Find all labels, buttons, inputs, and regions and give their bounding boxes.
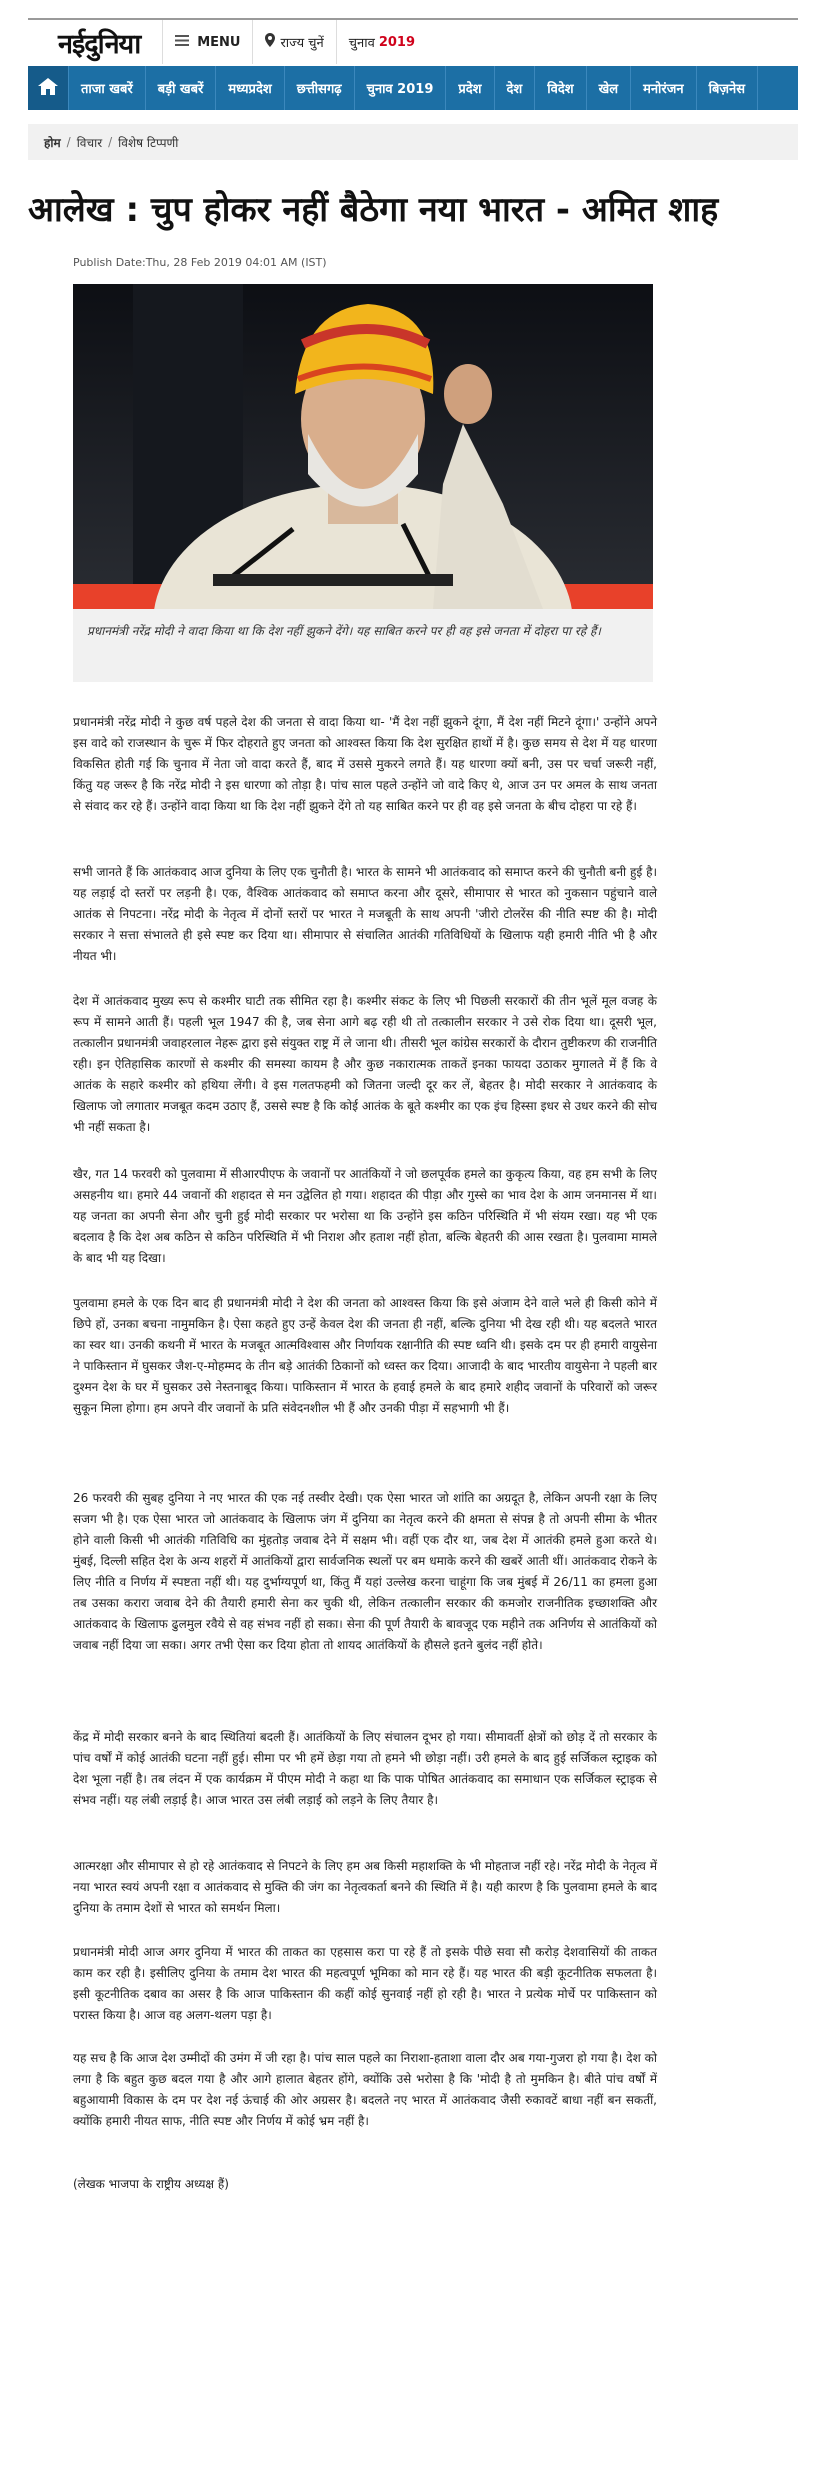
home-icon	[38, 78, 58, 99]
article-paragraph: 26 फरवरी की सुबह दुनिया ने नए भारत की एक नई तस्वीर देखी। एक ऐसा भारत जो शांति का अग्रदूत है, लेकिन अपनी रक्षा के लिए सजग भी है। एक ऐसा भारत जो आतंकवाद के खिलाफ जंग में दुनिया का नेतृत्व करने की क्षमता से संपन्न है तो अपनी सीमा के भीतर होने वाली किसी भी आतंकी गतिविधि का मुंहतोड़ जवाब देने में सक्षम भी। वहीं एक दौर था, जब देश में आतंकी हमले हुआ करते थे। मुंबई, दिल्ली सहित देश के अन्य शहरों में आतंकियों द्वारा सार्वजनिक स्थलों पर बम धमाके करने की खबरें आती थीं। आतंकवाद रोकने के लिए नीति व निर्णय में स्पष्टता नहीं थी। यह दुर्भाग्यपूर्ण था, किंतु मैं यहां उल्लेख करना चाहूंगा कि जब मुंबई में 26/11 का हमला हुआ तब उसका करारा जवाब देने की तैयारी हमारी सेना कर चुकी थी, लेकिन तत्कालीन सरकार की कमजोर राजनीतिक इच्छाशक्ति और आतंकवाद के खिलाफ ढुलमुल रवैये से वह संभव नहीं हो सका। सेना की पूर्ण तैयारी के बावजूद एक महीने तक अनिर्णय से आतंकियों को जवाब नहीं दिया जा सका। अगर तभी ऐसा कर दिया होता तो शायद आतंकियों के हौसले इतने बुलंद नहीं होते।	[73, 1491, 657, 1652]
state-select-label: राज्य चुनें	[280, 36, 324, 51]
nav-item-chhattisgarh[interactable]: छत्तीसगढ़	[285, 66, 355, 110]
state-select-button[interactable]	[253, 20, 335, 64]
menu-label: MENU	[197, 34, 241, 50]
nav-item-world[interactable]: विदेश	[535, 66, 586, 110]
hamburger-icon	[175, 35, 189, 50]
article-paragraph: देश में आतंकवाद मुख्य रूप से कश्मीर घाटी तक सीमित रहा है। कश्मीर संकट के लिए भी पिछली सरकारों की तीन भूलें मूल वजह के रूप में सामने आती हैं। पहली भूल 1947 की है, जब सेना आगे बढ़ रही थी तो तत्कालीन सरकार ने उसे रोक दिया था। दूसरी भूल, तत्कालीन प्रधानमंत्री जवाहरलाल नेहरू द्वारा इसे संयुक्त राष्ट्र में ले जाना थी। तीसरी भूल कांग्रेस सरकारों के दौरान तुष्टीकरण की राजनीति रही। इन ऐतिहासिक कारणों से कश्मीर की समस्या कायम है और कुछ नकारात्मक ताकतें इनका फायदा उठाकर मुगालते में हैं कि वे आतंक के सहारे कश्मीर को हथिया लेंगी। वे इस गलतफहमी को जितना जल्दी दूर कर लें, बेहतर है। मोदी सरकार ने आतंकवाद के खिलाफ जो लगातार मजबूत कदम उठाए हैं, उससे स्पष्ट है कि कोई आतंक के बूते कश्मीर का एक इंच हिस्सा इधर से उधर करने की सोच भी नहीं सकता है।	[73, 994, 657, 1134]
site-logo[interactable]: नईदुनिया	[58, 28, 141, 60]
site-header	[28, 20, 798, 64]
home-button[interactable]	[28, 66, 69, 110]
article-paragraph: सभी जानते हैं कि आतंकवाद आज दुनिया के लिए एक चुनौती है। भारत के सामने भी आतंकवाद को समाप्त करने की चुनौती बनी हुई है। यह लड़ाई दो स्तरों पर लड़नी है। एक, वैश्विक आतंकवाद को समाप्त करना और दूसरे, सीमापार से भारत को नुकसान पहुंचाने वाले आतंक से निपटना। नरेंद्र मोदी के नेतृत्व में दोनों स्तरों पर भारत ने मजबूती के साथ अपनी 'जीरो टोलरेंस की नीति स्पष्ट की है। मोदी सरकार ने सत्ता संभालते ही इसे स्पष्ट कर दिया था। सीमापार से संचालित आतंकी गतिविधियों के खिलाफ यही हमारी नीति भी है और नीयत भी।	[73, 865, 657, 963]
article-paragraph: खैर, गत 14 फरवरी को पुलवामा में सीआरपीएफ के जवानों पर आतंकियों ने जो छलपूर्वक हमले का कुकृत्य किया, वह हम सभी के लिए असहनीय था। हमारे 44 जवानों की शहादत से मन उद्वेलित हो गया। शहादत की पीड़ा और गुस्से का भाव देश के आम जनमानस में था। यह जनता का अपनी सेना और चुनी हुई मोदी सरकार पर भरोसा था कि उन्होंने इस कठिन परिस्थिति में भी संयम रखा। यह भी एक बदलाव है कि देश अब कठिन से कठिन परिस्थिति में भी निराश और हताश नहीं होता, बल्कि बेहतरी की आस रखता है। पुलवामा मामले के बाद भी यह दिखा।	[73, 1167, 657, 1265]
nav-item-sports[interactable]: खेल	[587, 66, 631, 110]
election-label: चुनाव	[348, 36, 375, 51]
publish-date: Publish Date:Thu, 28 Feb 2019 04:01 AM (IST)	[73, 256, 327, 269]
breadcrumb-special-comment[interactable]: विशेष टिप्पणी	[118, 135, 179, 150]
election-year: 2019	[378, 34, 416, 50]
nav-item-top-news[interactable]: बड़ी खबरें	[146, 66, 217, 110]
breadcrumb-separator: /	[66, 135, 71, 149]
article-paragraph: यह सच है कि आज देश उम्मीदों की उमंग में जी रहा है। पांच साल पहले का निराशा-हताशा वाला दौर अब गया-गुजरा हो गया है। देश को लगा है कि बहुत कुछ बदल गया है और आगे हालात बेहतर होंगे, क्योंकि उसे भरोसा है कि 'मोदी है तो मुमकिन है। बीते पांच वर्षों में बहुआयामी विकास के दम पर देश नई ऊंचाई की ओर अग्रसर है। बदलते नए भारत में आतंकवाद जैसी रुकावटें बाधा नहीं बन सकतीं, क्योंकि हमारी नीयत साफ, नीति स्पष्ट और निर्णय में कोई भ्रम नहीं है।	[73, 2051, 657, 2128]
nav-item-madhya-pradesh[interactable]: मध्यप्रदेश	[216, 66, 284, 110]
article-paragraph: प्रधानमंत्री मोदी आज अगर दुनिया में भारत की ताकत का एहसास करा पा रहे हैं तो इसके पीछे सवा सौ करोड़ देशवासियों की ताकत काम कर रही है। इसीलिए दुनिया के तमाम देश भारत की महत्वपूर्ण भूमिका को मान रहे हैं। यह भारत की बड़ी कूटनीतिक सफलता है। इसी कूटनीतिक दबाव का असर है कि आज पाकिस्तान की कहीं कोई सुनवाई नहीं हो रही है। भारत ने प्रत्येक मोर्चे पर पाकिस्तान को परास्त किया है। आज वह अलग-थलग पड़ा है।	[73, 1945, 657, 2022]
article-photo	[73, 284, 653, 609]
nav-item-states[interactable]: प्रदेश	[446, 66, 494, 110]
article-title: आलेख : चुप होकर नहीं बैठेगा नया भारत - अमित शाह	[28, 190, 719, 230]
article-paragraph: केंद्र में मोदी सरकार बनने के बाद स्थितियां बदली हैं। आतंकियों के लिए संचालन दूभर हो गया। सीमावर्ती क्षेत्रों को छोड़ दें तो सरकार के पांच वर्षों में कोई आतंकी घटना नहीं हुई। सीमा पर भी हमें छेड़ा गया तो हमने भी छोड़ा नहीं। उरी हमले के बाद हुई सर्जिकल स्ट्राइक को देश भूला नहीं है। तब लंदन में एक कार्यक्रम में पीएम मोदी ने कहा था कि पाक पोषित आतंकवाद का समाधान एक सर्जिकल स्ट्राइक से संभव नहीं। यह लंबी लड़ाई है। आज भारत उस लंबी लड़ाई को लड़ने के लिए तैयार है।	[73, 1730, 657, 1807]
article-paragraph: प्रधानमंत्री नरेंद्र मोदी ने कुछ वर्ष पहले देश की जनता से वादा किया था- 'मैं देश नहीं झुकने दूंगा, मैं देश नहीं मिटने दूंगा।' उन्होंने अपने इस वादे को राजस्थान के चुरू में फिर दोहराते हुए जनता को आश्वस्त किया कि देश सुरक्षित हाथों में है। कुछ समय से देश में यह धारणा विकसित होती गई कि चुनाव में नेता जो वादा करते हैं, बाद में उससे मुकरने लगते हैं। यह धारणा क्यों बनी, उस पर चर्चा जरूरी नहीं, किंतु यह जरूर है कि नरेंद्र मोदी ने इस धारणा को तोड़ा है। पांच साल पहले उन्होंने जो वादे किए थे, आज उन पर अमल के साथ जनता से संवाद कर रहे हैं। उन्होंने वादा किया था कि देश नहीं झुकने देंगे तो यह साबित करने पर ही वह इसे जनता के बीच दोहरा पा रहे हैं।	[73, 715, 657, 813]
breadcrumb-home[interactable]: होम	[44, 135, 61, 150]
main-nav	[28, 66, 798, 110]
breadcrumb-separator: /	[108, 135, 113, 149]
nav-item-entertainment[interactable]: मनोरंजन	[631, 66, 697, 110]
menu-button[interactable]	[163, 20, 252, 64]
photo-caption: प्रधानमंत्री नरेंद्र मोदी ने वादा किया था कि देश नहीं झुकने देंगे। यह साबित करने पर ही वह इसे जनता में दोहरा पा रहे हैं।	[87, 624, 601, 638]
article-paragraph: आत्मरक्षा और सीमापार से हो रहे आतंकवाद से निपटने के लिए हम अब किसी महाशक्ति के भी मोहताज नहीं रहे। नरेंद्र मोदी के नेतृत्व में नया भारत स्वयं अपनी रक्षा व आतंकवाद से मुक्ति की जंग का नेतृत्वकर्ता बनने की स्थिति में है। यही कारण है कि पुलवामा हमले के बाद दुनिया के तमाम देशों से भारत को समर्थन मिला।	[73, 1859, 657, 1915]
article-figure	[73, 284, 653, 682]
nav-item-latest[interactable]: ताजा खबरें	[69, 66, 146, 110]
nav-item-election-2019[interactable]: चुनाव 2019	[355, 66, 447, 110]
breadcrumb-opinion[interactable]: विचार	[76, 135, 103, 150]
nav-item-business[interactable]: बिज़नेस	[697, 66, 758, 110]
author-note: (लेखक भाजपा के राष्ट्रीय अध्यक्ष हैं)	[73, 2177, 229, 2191]
nav-item-country[interactable]: देश	[495, 66, 536, 110]
location-pin-icon	[265, 33, 275, 51]
election-link[interactable]	[337, 20, 427, 64]
article-paragraph: पुलवामा हमले के एक दिन बाद ही प्रधानमंत्री मोदी ने देश की जनता को आश्वस्त किया कि इसे अंजाम देने वाले भले ही किसी कोने में छिपे हों, उनका बचना नामुमकिन है। ऐसा कहते हुए उन्हें केवल देश की जनता ही नहीं, बल्कि दुनिया भी देख रही थी। यह बदलते भारत का स्वर था। उनकी कथनी में भारत के मजबूत आत्मविश्वास और निर्णायक रक्षानीति की स्पष्ट ध्वनि थी। इसके दम पर ही हमारी वायुसेना ने पाकिस्तान में घुसकर जैश-ए-मोहम्मद के तीन बड़े आतंकी ठिकानों को ध्वस्त कर दिया। आजादी के बाद भारतीय वायुसेना ने पहली बार दुश्मन देश के घर में घुसकर उसे नेस्तनाबूद किया। पाकिस्तान में भारत के हवाई हमले के बाद हमारे शहीद जवानों के परिवारों को जरूर सुकून मिला होगा। हम अपने वीर जवानों के प्रति संवेदनशील भी हैं और उनकी पीड़ा में सहभागी भी हैं।	[73, 1296, 657, 1415]
breadcrumb	[28, 124, 798, 160]
